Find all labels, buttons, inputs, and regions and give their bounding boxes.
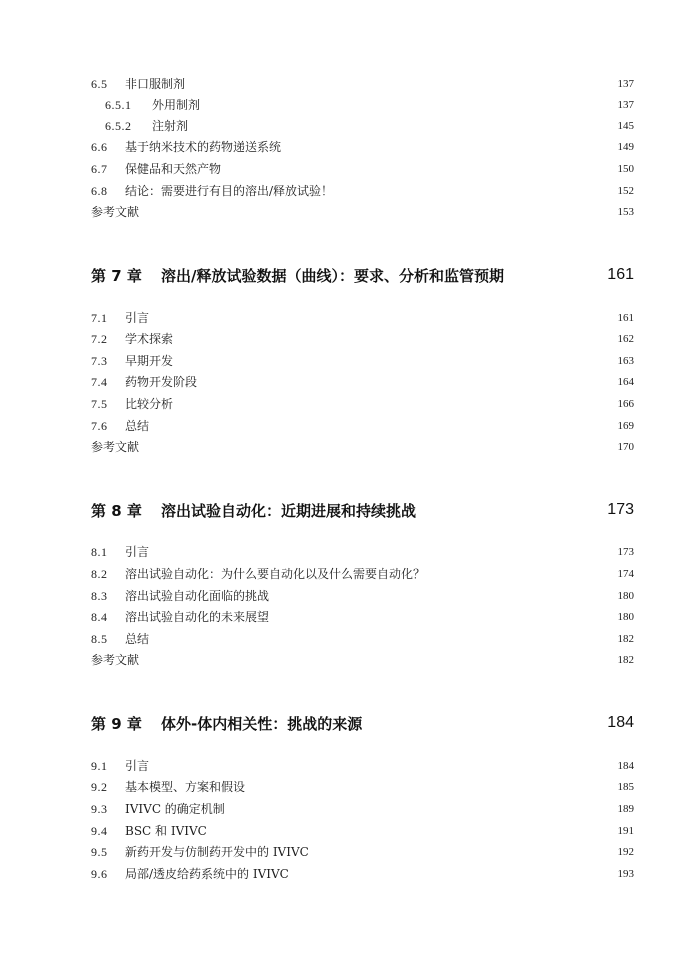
entry-number: 7.5 (91, 397, 108, 411)
entry-title: IVIVC 的确定机制 (125, 802, 225, 816)
entry-page: 170 (617, 441, 634, 453)
entry-page: 180 (617, 590, 634, 602)
toc-entry[interactable] (91, 607, 634, 627)
entry-number: 6.6 (91, 140, 108, 154)
toc-entry[interactable] (91, 74, 634, 94)
toc-entry[interactable] (91, 351, 634, 371)
entry-number: 7.4 (91, 375, 108, 389)
entry-title: 新药开发与仿制药开发中的 IVIVC (125, 845, 309, 859)
entry-title: 药物开发阶段 (125, 375, 198, 389)
entry-number: 7.1 (91, 311, 108, 325)
entry-page: 169 (617, 420, 634, 432)
entry-title: 注射剂 (152, 119, 189, 133)
entry-title: 非口服制剂 (125, 77, 186, 91)
entry-page: 153 (617, 206, 634, 218)
toc-entry[interactable] (91, 629, 634, 649)
entry-number: 6.5 (91, 77, 108, 91)
chapter-title: 溶出试验自动化：近期进展和持续挑战 (161, 501, 417, 520)
entry-title: 外用制剂 (152, 98, 201, 112)
entry-number: 7.6 (91, 419, 108, 433)
entry-number: 9.1 (91, 759, 108, 773)
entry-page: 189 (617, 803, 634, 815)
chapter-page: 173 (607, 501, 634, 518)
entry-title: BSC 和 IVIVC (125, 824, 207, 838)
entry-number: 8.1 (91, 545, 108, 559)
chapter-label: 第 8 章 (91, 501, 142, 520)
entry-page: 173 (617, 546, 634, 558)
entry-page: 150 (617, 163, 634, 175)
entry-number: 6.5.1 (105, 98, 132, 112)
entry-page: 182 (617, 633, 634, 645)
toc-entry[interactable] (91, 308, 634, 328)
entry-page: 166 (617, 398, 634, 410)
entry-page: 164 (617, 376, 634, 388)
toc-entry[interactable] (91, 159, 634, 179)
entry-title: 总结 (125, 632, 150, 646)
toc-entry[interactable] (91, 864, 634, 884)
entry-title: 引言 (125, 545, 150, 559)
toc-entry[interactable] (91, 777, 634, 797)
entry-page: 191 (617, 825, 634, 837)
entry-page: 152 (617, 185, 634, 197)
entry-title: 局部/透皮给药系统中的 IVIVC (125, 867, 289, 881)
toc-entry-references[interactable] (91, 202, 634, 222)
entry-number: 6.7 (91, 162, 108, 176)
entry-page: 161 (617, 312, 634, 324)
entry-number: 8.3 (91, 589, 108, 603)
entry-title: 保健品和天然产物 (125, 162, 222, 176)
entry-title: 参考文献 (91, 440, 140, 454)
entry-page: 182 (617, 654, 634, 666)
entry-title: 引言 (125, 311, 150, 325)
toc-entry-references[interactable] (91, 650, 634, 670)
entry-number: 7.2 (91, 332, 108, 346)
toc-entry[interactable] (91, 821, 634, 841)
entry-title: 结论：需要进行有目的溶出/释放试验！ (125, 184, 334, 198)
entry-page: 149 (617, 141, 634, 153)
toc-entry[interactable] (91, 372, 634, 392)
toc-entry[interactable] (91, 329, 634, 349)
entry-title: 总结 (125, 419, 150, 433)
entry-number: 9.2 (91, 780, 108, 794)
entry-title: 基本模型、方案和假设 (125, 780, 246, 794)
toc-entry[interactable] (91, 564, 634, 584)
toc-entry[interactable] (91, 137, 634, 157)
toc-entry[interactable] (91, 586, 634, 606)
entry-page: 193 (617, 868, 634, 880)
toc-entry[interactable] (91, 542, 634, 562)
entry-title: 引言 (125, 759, 150, 773)
entry-number: 8.5 (91, 632, 108, 646)
entry-title: 学术探索 (125, 332, 174, 346)
entry-page: 145 (617, 120, 634, 132)
toc-entry[interactable] (91, 181, 634, 201)
entry-number: 8.4 (91, 610, 108, 624)
toc-entry[interactable] (91, 416, 634, 436)
entry-page: 174 (617, 568, 634, 580)
toc-entry[interactable] (105, 95, 634, 115)
entry-title: 早期开发 (125, 354, 174, 368)
entry-number: 9.5 (91, 845, 108, 859)
toc-entry[interactable] (105, 116, 634, 136)
entry-title: 基于纳米技术的药物递送系统 (125, 140, 282, 154)
entry-title: 溶出试验自动化面临的挑战 (125, 589, 270, 603)
entry-page: 192 (617, 846, 634, 858)
entry-number: 9.4 (91, 824, 108, 838)
chapter-heading[interactable] (91, 262, 634, 288)
entry-title: 比较分析 (125, 397, 174, 411)
chapter-page: 184 (607, 714, 634, 731)
entry-number: 9.6 (91, 867, 108, 881)
entry-page: 137 (617, 99, 634, 111)
entry-number: 7.3 (91, 354, 108, 368)
chapter-page: 161 (607, 266, 634, 283)
entry-page: 137 (617, 78, 634, 90)
toc-entry-references[interactable] (91, 437, 634, 457)
chapter-heading[interactable] (91, 710, 634, 736)
entry-page: 184 (617, 760, 634, 772)
chapter-heading[interactable] (91, 497, 634, 523)
chapter-title: 溶出/释放试验数据（曲线）：要求、分析和监管预期 (161, 266, 504, 285)
entry-title: 溶出试验自动化的未来展望 (125, 610, 270, 624)
entry-title: 参考文献 (91, 653, 140, 667)
entry-number: 6.5.2 (105, 119, 132, 133)
toc-entry[interactable] (91, 394, 634, 414)
toc-entry[interactable] (91, 842, 634, 862)
entry-title: 参考文献 (91, 205, 140, 219)
toc-entry[interactable] (91, 756, 634, 776)
entry-number: 9.3 (91, 802, 108, 816)
entry-title: 溶出试验自动化：为什么要自动化以及什么需要自动化？ (125, 567, 426, 581)
entry-number: 6.8 (91, 184, 108, 198)
toc-entry[interactable] (91, 799, 634, 819)
entry-page: 180 (617, 611, 634, 623)
chapter-title: 体外-体内相关性：挑战的来源 (161, 714, 363, 733)
entry-page: 185 (617, 781, 634, 793)
entry-page: 163 (617, 355, 634, 367)
chapter-label: 第 9 章 (91, 714, 142, 733)
chapter-label: 第 7 章 (91, 266, 142, 285)
entry-page: 162 (617, 333, 634, 345)
entry-number: 8.2 (91, 567, 108, 581)
